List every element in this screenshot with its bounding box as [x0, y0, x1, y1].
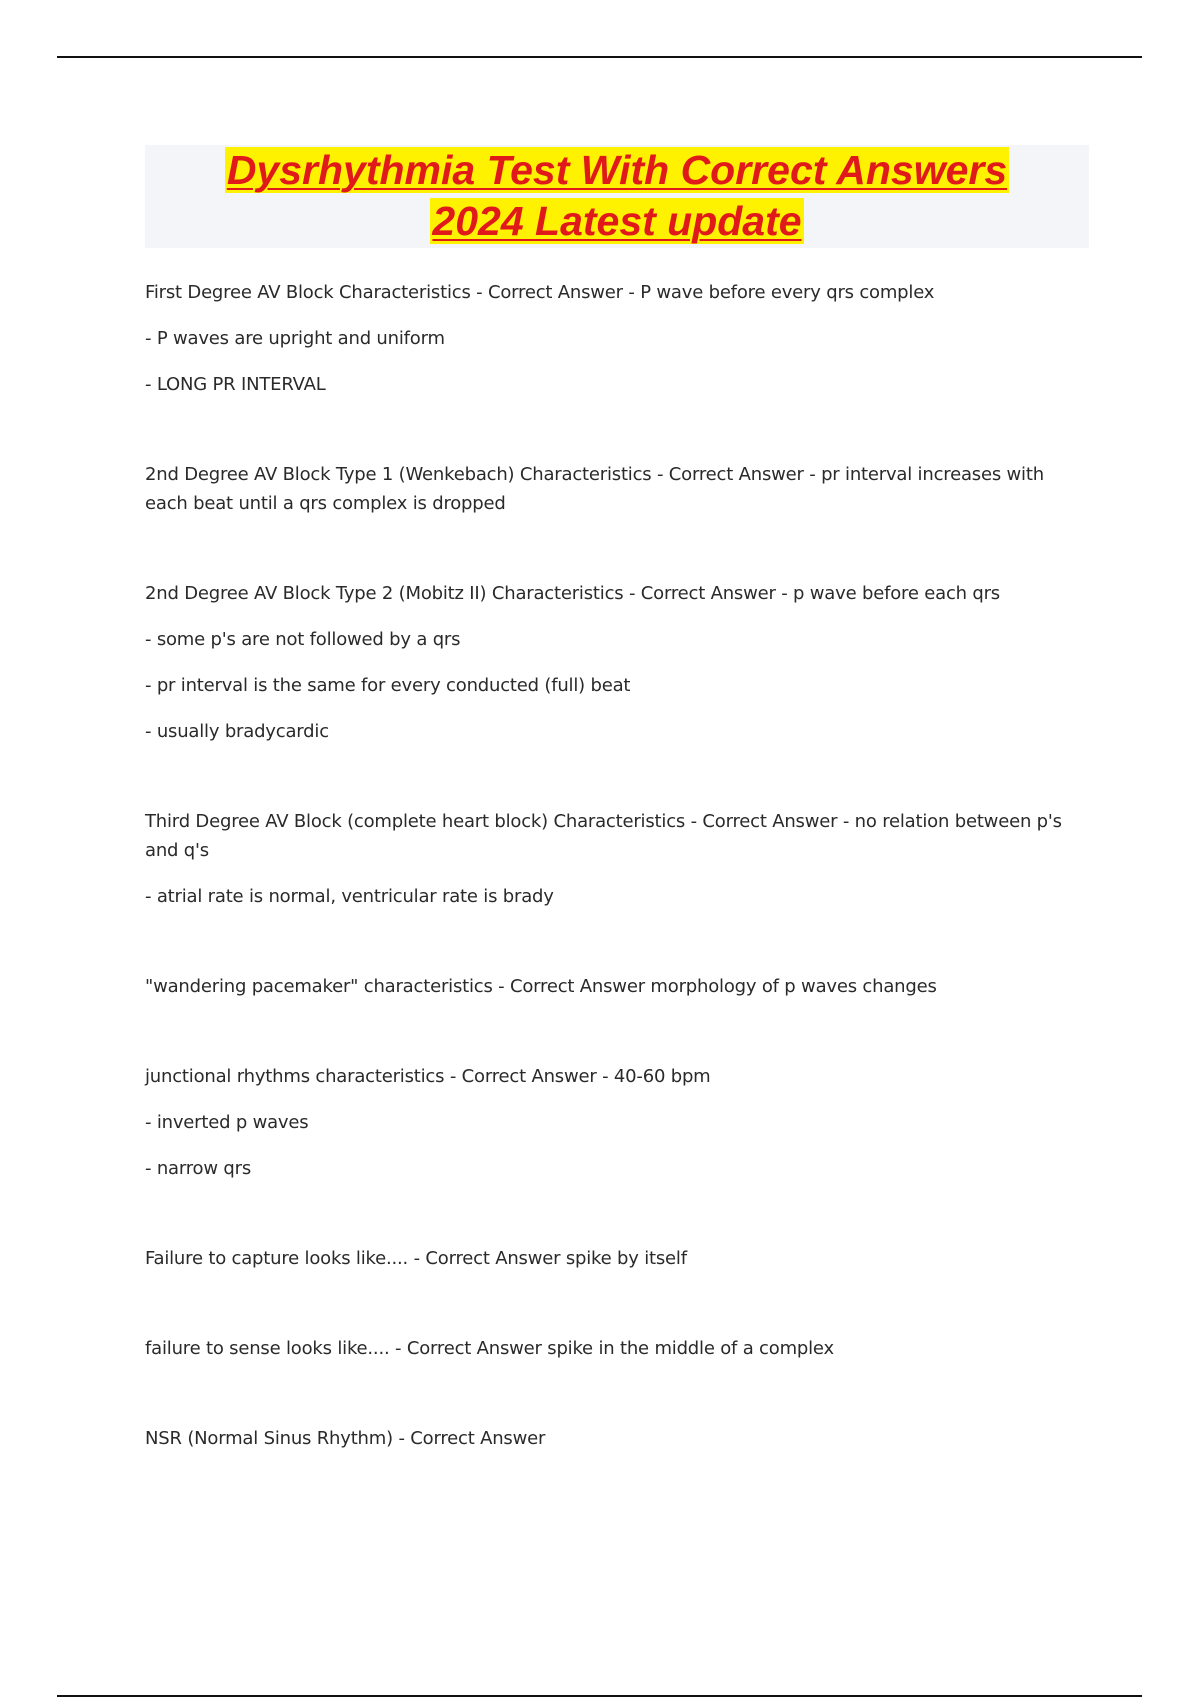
paragraph: - LONG PR INTERVAL [145, 374, 326, 395]
footer-rule [57, 1695, 1142, 1697]
paragraph: junctional rhythms characteristics - Correct Answer - 40-60 bpm [145, 1066, 711, 1087]
paragraph: - inverted p waves [145, 1112, 309, 1133]
paragraph: - P waves are upright and uniform [145, 328, 445, 349]
paragraph: failure to sense looks like.... - Correct Answer spike in the middle of a complex [145, 1338, 834, 1359]
title-text-2: 2024 Latest update [432, 198, 802, 244]
paragraph: First Degree AV Block Characteristics - Correct Answer - P wave before every qrs complex [145, 282, 935, 303]
paragraph: - atrial rate is normal, ventricular rate is brady [145, 886, 554, 907]
document-body [145, 278, 1085, 1470]
paragraph: 2nd Degree AV Block Type 2 (Mobitz II) Characteristics - Correct Answer - p wave before each qrs [145, 583, 1000, 604]
paragraph: Failure to capture looks like.... - Correct Answer spike by itself [145, 1248, 687, 1269]
paragraph: Third Degree AV Block (complete heart block) Characteristics - Correct Answer - no relation between p's and q's [145, 811, 1062, 861]
paragraph: - narrow qrs [145, 1158, 252, 1179]
title-text-1: Dysrhythmia Test With Correct Answers [226, 147, 1008, 193]
title-line-2 [145, 196, 1089, 247]
paragraph: 2nd Degree AV Block Type 1 (Wenkebach) Characteristics - Correct Answer - pr interval increases with each beat until a qrs complex is dropped [145, 464, 1044, 514]
title-banner [145, 145, 1089, 248]
paragraph: - some p's are not followed by a qrs [145, 629, 461, 650]
header-rule [57, 56, 1142, 58]
title-line-1 [145, 145, 1089, 196]
paragraph: NSR (Normal Sinus Rhythm) - Correct Answer [145, 1428, 546, 1449]
paragraph: - usually bradycardic [145, 721, 329, 742]
paragraph: "wandering pacemaker" characteristics - Correct Answer morphology of p waves changes [145, 976, 937, 997]
paragraph: - pr interval is the same for every conducted (full) beat [145, 675, 631, 696]
